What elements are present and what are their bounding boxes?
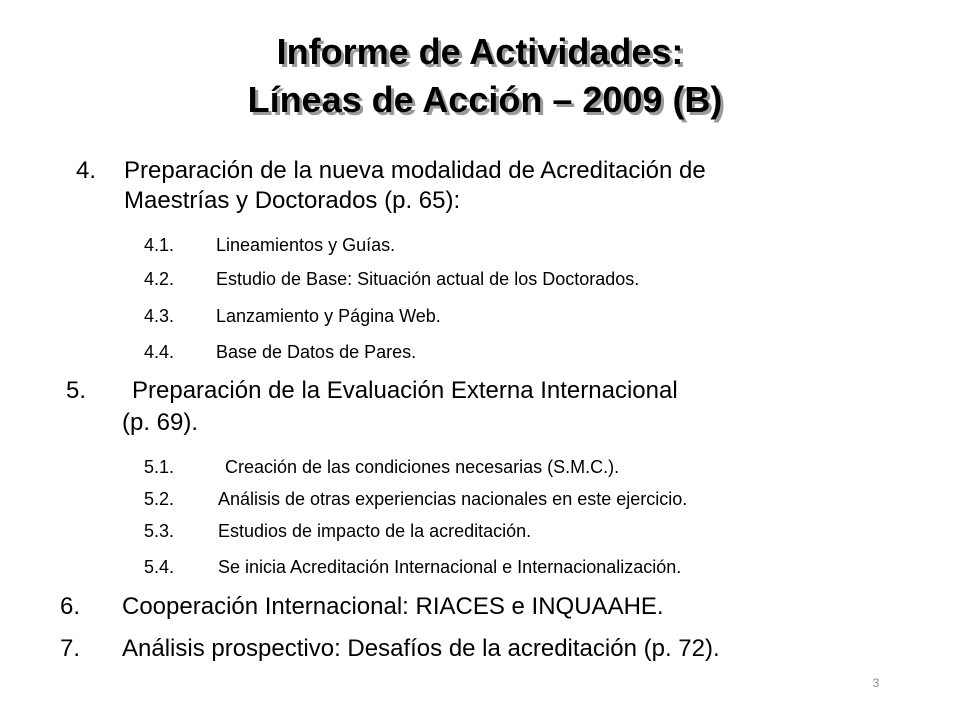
list-item-text-line-1: Cooperación Internacional: RIACES e INQUAAHE. (122, 593, 664, 620)
page-number: 3 (872, 676, 880, 690)
sub-item-text: Se inicia Acreditación Internacional e Internacionalización. (218, 557, 682, 577)
list-item-5 (66, 376, 936, 440)
sub-item-text: Lineamientos y Guías. (216, 235, 396, 255)
list-item-7 (60, 634, 940, 666)
sub-item-number: 5.3. (144, 521, 175, 541)
sub-item-text: Estudio de Base: Situación actual de los Doctorados. (216, 269, 640, 289)
sub-item-number: 5.1. (144, 457, 175, 477)
list-item-6 (60, 592, 930, 624)
sub-item-number: 5.2. (144, 489, 175, 509)
sub-item-number: 4.3. (144, 306, 175, 326)
sub-item-number: 4.2. (144, 269, 175, 289)
sub-item-text: Estudios de impacto de la acreditación. (218, 521, 532, 541)
sub-item-text: Lanzamiento y Página Web. (216, 306, 441, 326)
sub-item-text: Análisis de otras experiencias nacionales en este ejercicio. (218, 489, 688, 509)
list-item-text-line-1: Preparación de la Evaluación Externa Internacional (132, 377, 678, 404)
list-item-number: 6. (60, 593, 81, 620)
list-item-text-line-1: Preparación de la nueva modalidad de Acreditación de (124, 157, 706, 184)
list-item-number: 7. (60, 635, 81, 662)
list-item-text-line-2: (p. 69). (122, 409, 199, 436)
sub-item-number: 4.1. (144, 235, 175, 255)
list-item-text-line-2: Maestrías y Doctorados (p. 65): (124, 187, 461, 214)
slide-title-line-2: Líneas de Acción – 2009 (B) (247, 79, 723, 120)
sub-item-number: 4.4. (144, 342, 175, 362)
sub-item-number: 5.4. (144, 557, 175, 577)
list-item-text-line-1: Análisis prospectivo: Desafíos de la acreditación (p. 72). (122, 635, 720, 662)
slide-title-line-1: Informe de Actividades: (276, 31, 684, 72)
list-item-4 (76, 156, 936, 220)
sub-item-text: Creación de las condiciones necesarias (S.M.C.). (220, 457, 620, 477)
list-item-number: 5. (66, 377, 87, 404)
sub-item-text: Base de Datos de Pares. (216, 342, 417, 362)
list-item-number: 4. (76, 157, 97, 184)
